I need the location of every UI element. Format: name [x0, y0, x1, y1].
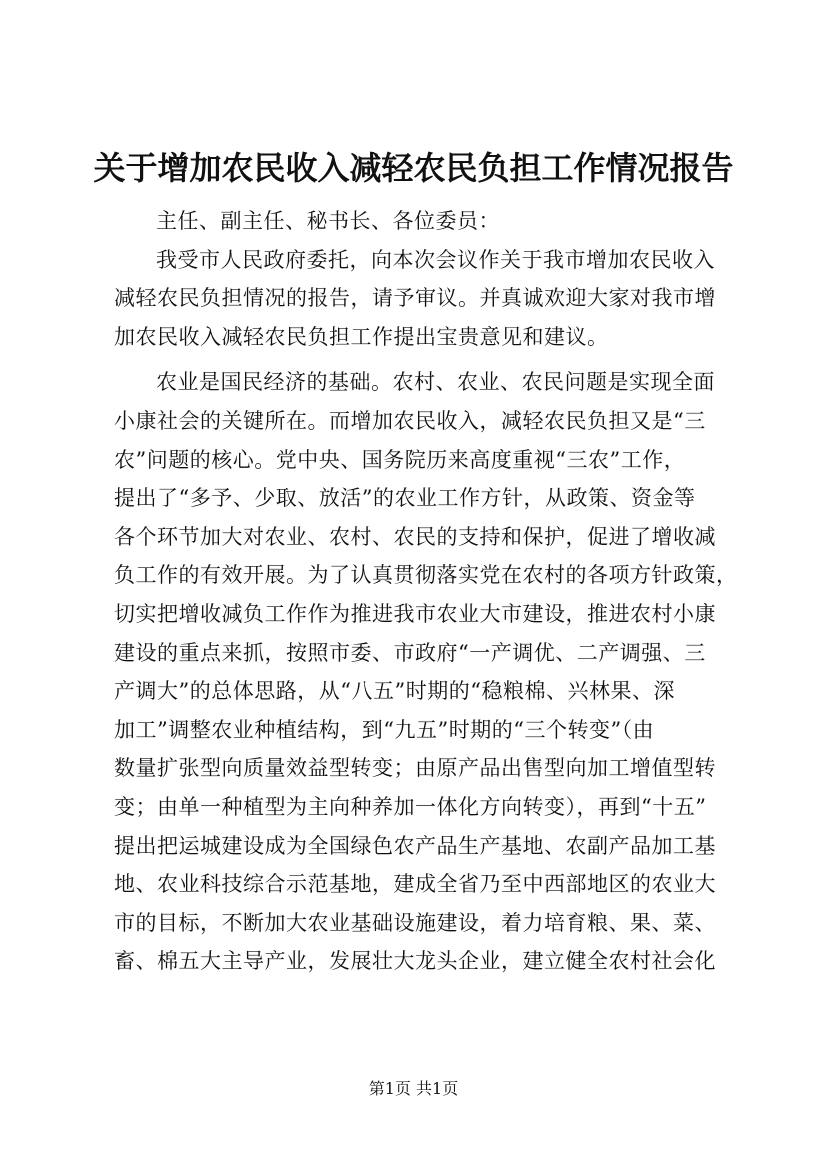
- paragraph-2-line-5: 各个环节加大对农业、农村、农民的支持和保护，促进了增收减: [114, 524, 716, 549]
- paragraph-2-line-4: 提出了“多予、少取、放活”的农业工作方针，从政策、资金等: [114, 486, 696, 511]
- page-number-footer: 第1页 共1页: [368, 1079, 459, 1098]
- paragraph-2-line-16: 畜、棉五大主导产业，发展壮大龙头企业，建立健全农村社会化: [114, 949, 716, 974]
- paragraph-1-line-3: 加农民收入减轻农民负担工作提出宝贵意见和建议。: [114, 324, 609, 349]
- paragraph-2-line-2: 小康社会的关键所在。而增加农民收入，减轻农民负担又是“三: [114, 408, 706, 433]
- paragraph-2-line-14: 地、农业科技综合示范基地，建成全省乃至中西部地区的农业大: [114, 872, 716, 897]
- document-body: [114, 202, 738, 981]
- paragraph-2-line-9: 产调大”的总体思路，从“八五”时期的“稳粮棉、兴林果、深: [114, 679, 675, 704]
- paragraph-2-line-15: 市的目标，不断加大农业基础设施建设，着力培育粮、果、菜、: [114, 910, 716, 935]
- paragraph-2-line-8: 建设的重点来抓，按照市委、市政府“一产调优、二产调强、三: [114, 640, 706, 665]
- paragraph-2-line-11: 数量扩张型向质量效益型转变；由原产品出售型向加工增值型转: [114, 756, 716, 781]
- paragraph-1-line-2: 减轻农民负担情况的报告，请予审议。并真诚欢迎大家对我市增: [114, 286, 716, 311]
- paragraph-2-line-3: 农”问题的核心。党中央、国务院历来高度重视“三农”工作，: [114, 447, 686, 472]
- paragraph-2-line-12: 变；由单一种植型为主向种养加一体化方向转变），再到“十五”: [114, 794, 707, 819]
- paragraph-2-line-6: 负工作的有效开展。为了认真贯彻落实党在农村的各项方针政策，: [114, 563, 738, 588]
- paragraph-2-line-10: 加工”调整农业种植结构，到“九五”时期的“三个转变”（由: [114, 717, 655, 742]
- paragraph-1-line-1: 我受市人民政府委托，向本次会议作关于我市增加农民收入: [156, 247, 715, 272]
- paragraph-2-line-7: 切实把增收减负工作作为推进我市农业大市建设，推进农村小康: [114, 601, 716, 626]
- salutation: 主任、副主任、秘书长、各位委员：: [156, 209, 500, 233]
- paragraph-gap: [114, 356, 722, 363]
- paragraph-2-line-13: 提出把运城建设成为全国绿色农产品生产基地、农副产品加工基: [114, 833, 716, 858]
- document-title: 关于增加农民收入减轻农民负担工作情况报告: [93, 149, 734, 187]
- paragraph-2-line-1: 农业是国民经济的基础。农村、农业、农民问题是实现全面: [156, 370, 715, 395]
